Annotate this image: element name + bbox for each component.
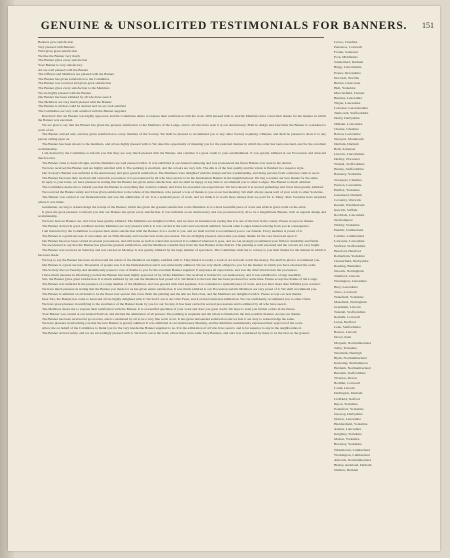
sidebar-location: Louth, Lincoln (334, 386, 355, 391)
testimonial-paragraph: The Banner arrived safely, and we are exceedingly pleased with it. We had it out at the Gala, where there were some forty Banners, and ours was considered by many to be the best on the ground. (42, 331, 310, 336)
testimonial-paragraph: The Society met on Tuesday and unanimously passed a vote of thanks to you for the excellent Banner supplied. It surpasses all expectation, and was the chief attraction in the procession. (42, 267, 298, 272)
sidebar-location: Hanley, Staffordshire (334, 167, 364, 172)
sidebar-location: Bodmin, Cornwall (334, 381, 361, 386)
opening-line: The Banner gives every satisfaction to the Members (38, 85, 110, 90)
opening-line: The Banner has given satisfaction to the Committee (38, 76, 110, 81)
testimonial-paragraphs (38, 114, 326, 336)
sidebar-location: Kendal, Westmorland (334, 203, 365, 207)
sidebar-location: Lincoln, Lincolnshire (334, 152, 365, 157)
title-rule (38, 37, 324, 38)
sidebar-location: Leicester, Leicestershire (334, 106, 369, 111)
sidebar-location: Hull, Yorkshire (334, 85, 356, 90)
sidebar-location: Leek, Staffordshire (334, 325, 361, 330)
testimonial-paragraph: Allow me on behalf of the Committee to thank you for the very handsome Banner supplied to us. It is the admiration of all who have seen it, and is far superior to any in the neighbourhood. (42, 326, 302, 331)
sidebar-location: Burnley, Lancashire (334, 96, 363, 101)
sidebar-location: Lancaster, Lancashire (334, 238, 365, 243)
testimonial-paragraph: We received the Banner safely and it has given satisfaction to the whole of the Members, who passed a vote of thanks to you at our last meeting. We shall always speak well of your work to other Societies. (42, 190, 324, 195)
sidebar-location: Halifax, Yorkshire (334, 187, 360, 192)
sidebar-location: Frome, Somerset (334, 50, 358, 55)
sidebar-location: Ashton, Lancashire (334, 427, 362, 432)
sidebar-location: Alnwick, Northumberland (334, 457, 371, 462)
sidebar-location: Selby, Yorkshire (334, 345, 358, 350)
sidebar-location: Beverley, Yorkshire (334, 442, 362, 447)
sidebar-location: Rotherham, Yorkshire (334, 253, 365, 258)
sidebar-location: Keighley, Yorkshire (334, 432, 362, 437)
opening-line: We like the Banner very much (38, 53, 80, 58)
sidebar-location: Preston, Lancashire (334, 182, 362, 187)
sidebar-location: Burslem, Staffordshire (334, 371, 366, 376)
testimonials-column (38, 40, 326, 545)
sidebar-location: Tunstall, Staffordshire (334, 309, 366, 314)
sidebar-location: Bury, Lancashire (334, 284, 358, 289)
sidebar-location: Bath, Somerset (334, 146, 356, 151)
sidebar-location: Chester, Cheshire (334, 126, 359, 131)
sidebar-location: Durham, Durham (334, 141, 359, 146)
testimonial-paragraph: The Banner arrived safe, and has given satisfaction to every member of the Society. We shall be pleased to recommend you to any other Society requiring a Banner, and shall be pleased to show it to any person calling upon us. (38, 132, 326, 142)
testimonial-paragraph: The Banner is admitted on all hands to be the finest ever seen in this town. Both the painting and the silk are first-class, and the Members are delighted with it. Please accept our best thanks. (42, 292, 302, 297)
sidebar-location: Penrith, Cumberland (334, 228, 364, 233)
opening-line: The Committee are very well satisfied with the Banner supplied (38, 108, 126, 113)
testimonial-paragraph: The Banner arrived in good condition and the Members are very pleased with it. It was carried at the Gala and was much admired. Several other Lodges intend ordering from you in consequence. (42, 223, 310, 228)
sidebar-location: Kettering, Northampton (334, 360, 368, 365)
sidebar-location: Stockport, Cheshire (334, 177, 362, 182)
testimonial-paragraph: We have received the Banner and are highly satisfied with it. The painting is excellent, and the colours are very rich. The silk is of the best quality and the whole is finished in a superior style. (42, 165, 305, 170)
sidebar-location: Pool, Middlesbro (334, 55, 359, 60)
sidebar-location: Boston, Lincoln (334, 330, 357, 335)
testimonial-paragraph: I am desired by the Committee to inform you that they are very much pleased with the Banner, and consider it a great credit to your establishment. It was greatly admired at our Procession and attracted much notice. (38, 151, 326, 161)
opening-line: The Members are very much pleased with the Banner (38, 99, 112, 104)
sidebar-location: Huddersfield, Yorkshire (334, 422, 368, 427)
sidebar-location: Dover, Kent (334, 335, 352, 340)
sidebar-location: Macclesfield, Chester (334, 90, 365, 95)
sidebar-location: Norwich, Norfolk (334, 75, 360, 80)
testimonial-paragraph: Our Banner is a great success. Thousands of people saw it at the Demonstration and it was universally admired. We are very much obliged to you for the manner in which you have executed the order. (42, 262, 317, 267)
sidebar-location: Bolton, Lancashire (334, 131, 361, 136)
sidebar-location: Derby, Derbyshire (334, 116, 360, 121)
sidebar-location: Chesterfield, Derbyshire (334, 259, 369, 264)
sidebar-location: Newark, Nottingham (334, 269, 364, 274)
sidebar-location: Walsall, Staffordshire (334, 162, 365, 167)
testimonial-paragraph: Gentlemen, we beg to acknowledge the receipt of the Banner, which has given the greatest satisfaction to the Members. It is a most beautiful piece of work and reflects great credit on the artist. (42, 204, 307, 209)
testimonial-paragraph: The Banner is a grand success. It was taken out on Whit-Monday and was the best in the procession. We are all highly pleased, and return you many thanks for the care bestowed upon it. (42, 233, 298, 238)
sidebar-location: Stamford, Lincoln (334, 274, 360, 279)
testimonial-paragraph: We beg to say the Banner has been received and the whole of the Members are highly satisfied with it. They think it is really a work of art and well worth the money. We shall be glad to recommend you. (42, 257, 321, 262)
testimonial-paragraph: Dear Sirs, the Banner has come to hand and all are highly delighted with it. We had it out at our Club Feast, and it excited universal admiration. We can confidently recommend you to other Clubs. (42, 296, 312, 301)
sidebar-location: Malton, Yorkshire (334, 437, 360, 442)
sidebar-location: Ipswich, Suffolk (334, 208, 358, 213)
testimonial-paragraph: It gives me great pleasure to inform you that our Banner has given every satisfaction. It was unfurled at our Anniversary and was pronounced by all to be a magnificent Banner, both as regards design and workmanship. (38, 209, 326, 219)
testimonial-paragraph: We have much pleasure in stating that the Banner you made for us has given entire satisfaction. It was much admired at our Procession and the Members are very proud of it. We shall recommend you. (42, 287, 318, 292)
testimonial-paragraph: The Members desire me to express their satisfaction with the Banner. It is a beautiful specimen of your work and does you great credit. We hope to send you further orders in the future. (42, 306, 296, 311)
sidebar-location: Coventry, Warwick (334, 197, 362, 202)
sidebar-location: Warrington, Lancashire (334, 279, 367, 284)
sidebar-location: Hereford, Hereford (334, 248, 362, 253)
testimonial-paragraph: The Banner has been received in good order, and is considered by all to be a very fine work of art. It has given unbounded satisfaction and we feel it our duty to acknowledge the same. (42, 316, 295, 321)
testimonial-paragraph: Resolved: that our Banner was highly approved, and the Committee desire to express their satisfaction with the work. Well pleased with it, and the Members have voted their thanks for the manner in which the Banner was executed. (38, 113, 326, 123)
testimonial-paragraph: We have pleasure in informing you that the new Banner is greatly admired. It was exhibited at our Anniversary Meeting, and the Members unanimously expressed their approval of the work. (42, 321, 304, 326)
document-page (8, 6, 440, 551)
sidebar-location: Shildon, Durham (334, 467, 359, 472)
sidebar-location: Exeter, Devonshire (334, 70, 361, 75)
testimonial-paragraph: We are pleased to say that the Banner has given the greatest satisfaction, and the Members consider they have the best Banner in the district. The painting is well executed and the colours are very bright. (42, 243, 321, 248)
testimonial-paragraph: The Banner has been shown to the members, and all are highly pleased with it. We take this opportunity of thanking you for the punctual manner in which the order has been executed, and for the excellent workmanship. (38, 141, 326, 151)
page-title: GENUINE & UNSOLICITED TESTIMONIALS FOR BANNERS. (40, 20, 408, 32)
testimonial-paragraph: Our Banner has now been carried in several processions, and still looks as well as when first received. It is admired wherever it goes, and we can strongly recommend your firm for durability and finish. (42, 238, 320, 243)
sidebar-location: Rochdale, Lancashire (334, 213, 365, 218)
sidebar-location: Nelson, Lancashire (334, 416, 362, 421)
sidebar-location: Wakefield, Yorkshire (334, 294, 364, 299)
opening-line: The Banner gives every satisfaction (38, 58, 88, 63)
sidebar-location: Newport, Monmouth (334, 136, 364, 141)
sidebar-location: Wigan, Lancashire (334, 101, 361, 106)
sidebar-location: Crewe, Cheshire (334, 40, 358, 44)
sidebar-location: Truro, Cornwall (334, 289, 357, 294)
opening-line: Your Banner is very satisfactory (38, 62, 83, 67)
testimonial-paragraph: The Banner came to hand all right, and the Members are well pleased with it. It was exhibited at our Annual Gathering and was pronounced the finest Banner ever seen in the district. (42, 160, 293, 165)
opening-lines (38, 40, 326, 114)
sidebar-location: Wrexham, Denbigh (334, 350, 362, 355)
sidebar-location: Redruth, Cornwall (334, 315, 361, 320)
testimonial-paragraph: We are glad to say that the Banner has given the greatest satisfaction to the Members of the Lodge, and to all who have seen it at our Anniversary. Both in design and execution the Banner is considered a work of art. (38, 122, 326, 132)
sidebar-location: Dudley, Worcester (334, 157, 360, 162)
testimonial-paragraph: I am instructed by the Committee to express their entire satisfaction with the Banner. It is a credit to you, and we shall not fail to recommend you to our friends. Every member is proud of it. (42, 228, 303, 233)
sidebar-location: Hexham, Northumberland (334, 366, 371, 370)
opening-line: Banners gave satisfaction (38, 40, 74, 44)
sidebar-location: Bishop Auckland, Durham (334, 462, 372, 467)
sidebar-location: Brigg, Lincolnshire (334, 65, 362, 70)
sidebar-location: Blyth, Northumberland (334, 355, 367, 360)
testimonial-paragraph: The Banner was received on Saturday and was carried on Monday. It was greatly admired by the large number of spectators. The Committee wish me to convey to you their thanks for the manner in which it has been made. (38, 248, 326, 257)
sidebar-location: Morpeth, Northumberland (334, 340, 371, 345)
page-number: 151 (422, 21, 434, 30)
sidebar-location: Whitby, Yorkshire (334, 223, 360, 228)
sidebar-location: Sunderland, Durham (334, 60, 364, 65)
sidebar-location: Workington, Cumberland (334, 452, 370, 457)
opening-line: All are well pleased with the Banner (38, 67, 89, 72)
opening-line: Our Banner has been admired by all who have seen it (38, 95, 112, 100)
opening-line: We are highly pleased with the Banner (38, 90, 92, 95)
sidebar-location: Bristol, Gloucester (334, 80, 361, 85)
sidebar-location: Tiverton, Devon (334, 376, 358, 381)
testimonial-paragraph: Your Banner was carried at our Annual Festival, and elicited the admiration of all present. The painting is exquisite and the whole is finished in the best possible manner. Accept our thanks. (42, 311, 301, 316)
testimonial-paragraph: The Banner was carried at our Demonstration and was the admiration of all. It is a splendid piece of work, and we think it is worth more money than we paid for it. Many other Societies have enquired where it was made. (38, 195, 326, 204)
testimonial-paragraph: Our Society's Banner was unfurled at the Anniversary and gave general satisfaction. The Members were delighted with the design and the workmanship, and many persons from a distance came to see it. (42, 170, 321, 175)
sidebar-location: Stafford, Staffordshire (334, 243, 366, 248)
testimonial-paragraph: I have much pleasure in informing you that the Banner has been highly approved of by all the Members. We received it in time for our Anniversary, and it was exhibited to a large assembly. (42, 272, 302, 277)
sidebar-location: Reading, Berkshire (334, 264, 362, 269)
sidebar-location: Whitehaven, Cumberland (334, 447, 370, 452)
opening-line: Very pleased with Banners (38, 44, 75, 49)
testimonial-paragraph: Sirs, the Banner gives great satisfaction. It is much admired by all, and the Members feel proud of it. We think it is the best that has been produced for some time. Please accept the thanks of the Lodge. (42, 277, 318, 282)
testimonial-paragraph: The Committee desire me to inform you that the Banner is everything that could be wished, and it has far exceeded our expectations. We have shown it at several gatherings and it has been greatly admired. (42, 185, 324, 190)
sidebar-location: Luton, Bedford (334, 320, 356, 325)
testimonial-paragraph: In reply to your letter, we have pleasure in stating that the Banner has given entire satisfaction, and we shall be happy at any time to recommend you to other Lodges. The Banner is much admired. (42, 180, 312, 185)
testimonial-paragraph: We have had our Banner out, and it has been greatly admired. The Members are delighted with it, and we have no hesitation in saying that it is one of the best in the county. Please accept our thanks. (42, 219, 314, 224)
sidebar-location: Glossop, Derbyshire (334, 411, 363, 416)
sidebar-location: Ripon, Yorkshire (334, 401, 358, 406)
sidebar-location: Penzance, Cornwall (334, 45, 362, 50)
sidebar-locations (334, 40, 438, 545)
sidebar-location: Gateshead, Durham (334, 192, 362, 197)
sidebar-location: Barnsley, Yorkshire (334, 172, 362, 177)
sidebar-location: Northampton (334, 218, 353, 223)
sidebar-location: Oldham, Lancashire (334, 121, 363, 126)
sidebar-location: Pontefract, Yorkshire (334, 406, 364, 411)
opening-line: The Banner is all that could be desired and we are well satisfied (38, 104, 126, 109)
opening-line: Wild gives great satisfaction (38, 49, 78, 54)
sidebar-location: Carlisle, Cumberland (334, 233, 364, 238)
sidebar-location: Lichfield, Stafford (334, 396, 360, 401)
testimonial-paragraph: The Banner has been duly received and carried in procession. It is pronounced by all who have seen it to be the handsomest Banner in the neighbourhood. We beg to tender our best thanks for the same. (42, 175, 319, 180)
opening-line: The Officers and Members are pleased with the Banner (38, 72, 115, 77)
sidebar-location: Tamworth, Staffordshire (334, 111, 369, 116)
sidebar-location: Mansfield, Nottingham (334, 299, 367, 304)
testimonial-paragraph: The Banner was unfurled in the presence of a large number of the Members, and was greeted with loud applause. It is considered a splendid piece of work, and you have more than fulfilled your contract. (42, 282, 321, 287)
sidebar-location: Grantham, Lincoln (334, 304, 361, 309)
sidebar-location: Darlington, Durham (334, 391, 363, 396)
testimonial-paragraph: We have great pleasure in testifying to the excellence of the Banner made by you for our Society. It has been carried in several processions and is admired by all who have seen it. (42, 301, 288, 306)
opening-line: The Banner was received and gives great satisfaction (38, 81, 112, 86)
